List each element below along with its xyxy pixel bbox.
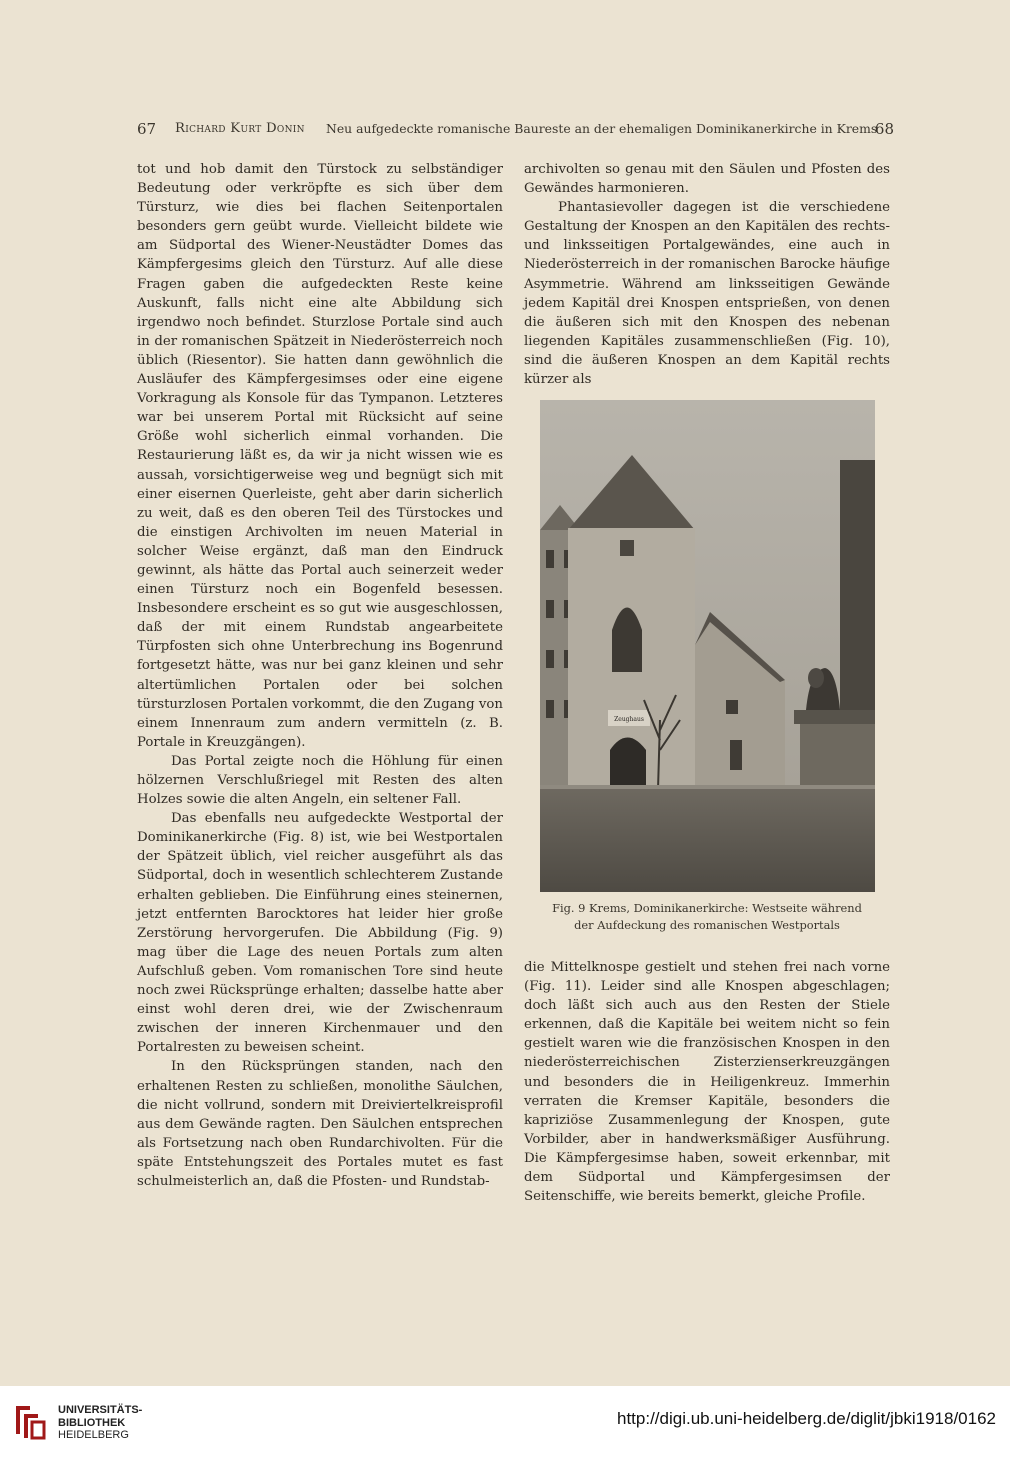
- library-line: UNIVERSITÄTS-: [58, 1404, 143, 1416]
- paragraph: Das ebenfalls neu aufgedeckte Westportal der Dominikanerkirche (Fig. 8) ist, wie bei Westportalen der Spätzeit üblich, viel reicher ausgeführt als das Südportal, doch in wesentlich schlechterem Zustande erhalten geblieben. Die Einführung eines steinernen, jetzt entfernten Barocktores hat leider hier große Zerstörung hervorgerufen. Die Abbildung (Fig. 9) mag über die Lage des neuen Portals zum alten Aufschluß geben. Vom romanischen Tore sind heute noch zwei Rücksprünge erhalten; dasselbe hatte aber einst wohl deren drei, wie der Zwischenraum zwischen der inneren Kirchenmauer und den Portalresten zu beweisen scheint.: [137, 811, 503, 1056]
- library-logo-icon: [12, 1402, 50, 1442]
- paragraph: Phantasievoller dagegen ist die verschiedene Gestaltung der Knospen an den Kapitälen des rechts- und linksseitigen Portalgewändes, eine auch in Niederösterreich in der romanischen Barocke häufige Asymmetrie. Während am linksseitigen Gewände jedem Kapitäl drei Knospen entsprießen, von denen die äußeren sich mit den Knospen des nebenan liegenden Kapitäles zusammenschließen (Fig. 10), sind die äußeren Knospen an dem Kapitäl rechts kürzer als: [524, 200, 890, 388]
- portal-sign-text: Zeughaus: [614, 716, 644, 723]
- library-line: HEIDELBERG: [58, 1429, 129, 1441]
- paragraph: die Mittelknospe gestielt und stehen frei nach vorne (Fig. 11). Leider sind alle Knospen abgeschlagen; doch läßt sich auch aus den Resten der Stiele erkennen, daß die Kapitäle bei weitem nicht so fein gestielt waren wie die französischen Knospen in den niederösterreichischen Zisterzienserkreuzgängen und besonders die in Heiligenkreuz. Immerhin verraten die Kremser Kapitäle, besonders die kapriziöse Zusammenlegung der Knospen, gute Vorbilder, aber in handwerksmäßiger Ausführung. Die Kämpfergesimse haben, soweit erkennbar, mit dem Südportal und Kämpfergesimsen der Seitenschiffe, wie bereits bemerkt, gleiche Profile.: [524, 960, 890, 1205]
- page-number-left: 67: [137, 120, 157, 138]
- figure-caption: [524, 900, 890, 934]
- paragraph: archivolten so genau mit den Säulen und Pfosten des Gewändes harmonieren.: [524, 162, 890, 197]
- library-name: [58, 1404, 142, 1442]
- church-photo-drawing: [540, 400, 875, 892]
- right-column-bottom: [524, 958, 890, 1206]
- running-head: [137, 120, 894, 142]
- paragraph: Das Portal zeigte noch die Höhlung für einen hölzernen Verschlußriegel mit Resten des alten Holzes sowie die alten Angeln, ein seltener Fall.: [137, 753, 503, 808]
- permalink-url[interactable]: http://digi.ub.uni-heidelberg.de/diglit/jbki1918/0162: [617, 1409, 996, 1428]
- right-column-top: [524, 160, 890, 389]
- paragraph: tot und hob damit den Türstock zu selbständiger Bedeutung oder verkröpfte es sich über dem Türsturz, wie dies bei flachen Seitenportalen besonders gern geübt wurde. Vielleicht bildete wie am Südportal des Wiener-Neustädter Domes das Kämpfergesims gleich den Türsturz. Auf alle diese Fragen gaben die aufgedeckten Reste keine Auskunft, falls nicht eine alte Abbildung sich irgendwo noch befindet. Sturzlose Portale sind auch in der romanischen Spätzeit in Niederösterreich noch üblich (Riesentor). Sie hatten dann gewöhnlich die Ausläufer des Kämpfergesimses oder eine eigene Vorkragung als Konsole für das Tympanon. Letzteres war bei unserem Portal mit Rücksicht auf seine Größe wohl sicherlich einmal vorhanden. Die Restaurierung läßt es, da wir ja nicht wissen wie es aussah, vorsichtigerweise weg und begnügt sich mit einer eisernen Querleiste, geht aber darin sicherlich zu weit, daß es den oberen Teil des Türstockes und die einstigen Archivolten im neuen Material in solcher Weise ergänzt, daß man den Eindruck gewinnt, als hätte das Portal auch seinerzeit weder einen Türsturz noch ein Bogenfeld besessen. Insbesondere erscheint es so gut wie ausgeschlossen, daß der mit einem Rundstab angearbeitete Türpfosten sich ohne Unterbrechung ins Bogenrund fortgesetzt hätte, was nur bei ganz kleinen und sehr altertümlichen Portalen oder bei solchen türsturzlosen Portalen vorkommt, die den Zugang von einem Innenraum zum andern vermitteln (z. B. Portale in Kreuzgängen).: [137, 162, 503, 750]
- caption-line: der Aufdeckung des romanischen Westportals: [574, 918, 840, 932]
- paragraph: In den Rücksprüngen standen, nach den erhaltenen Resten zu schließen, monolithe Säulchen, die nicht vollrund, sondern mit Dreiviertelkreisprofil aus dem Gewände ragten. Den Säulchen entsprechen als Fortsetzung nach oben Rundarchivolten. Für die späte Entstehungszeit des Portales mutet es fast schulmeisterlich an, daß die Pfosten- und Rundstab-: [137, 1059, 503, 1189]
- library-line: BIBLIOTHEK: [58, 1416, 126, 1429]
- footer-bar: [0, 1386, 1010, 1458]
- figure-photograph: [540, 400, 875, 892]
- article-title: Neu aufgedeckte romanische Baureste an der ehemaligen Dominikanerkirche in Krems: [326, 121, 878, 136]
- caption-line: Fig. 9 Krems, Dominikanerkirche: Westseite während: [552, 901, 862, 915]
- author-name: Richard Kurt Donin: [175, 121, 305, 136]
- left-column: [137, 160, 503, 1191]
- page-number-right: 68: [874, 120, 894, 138]
